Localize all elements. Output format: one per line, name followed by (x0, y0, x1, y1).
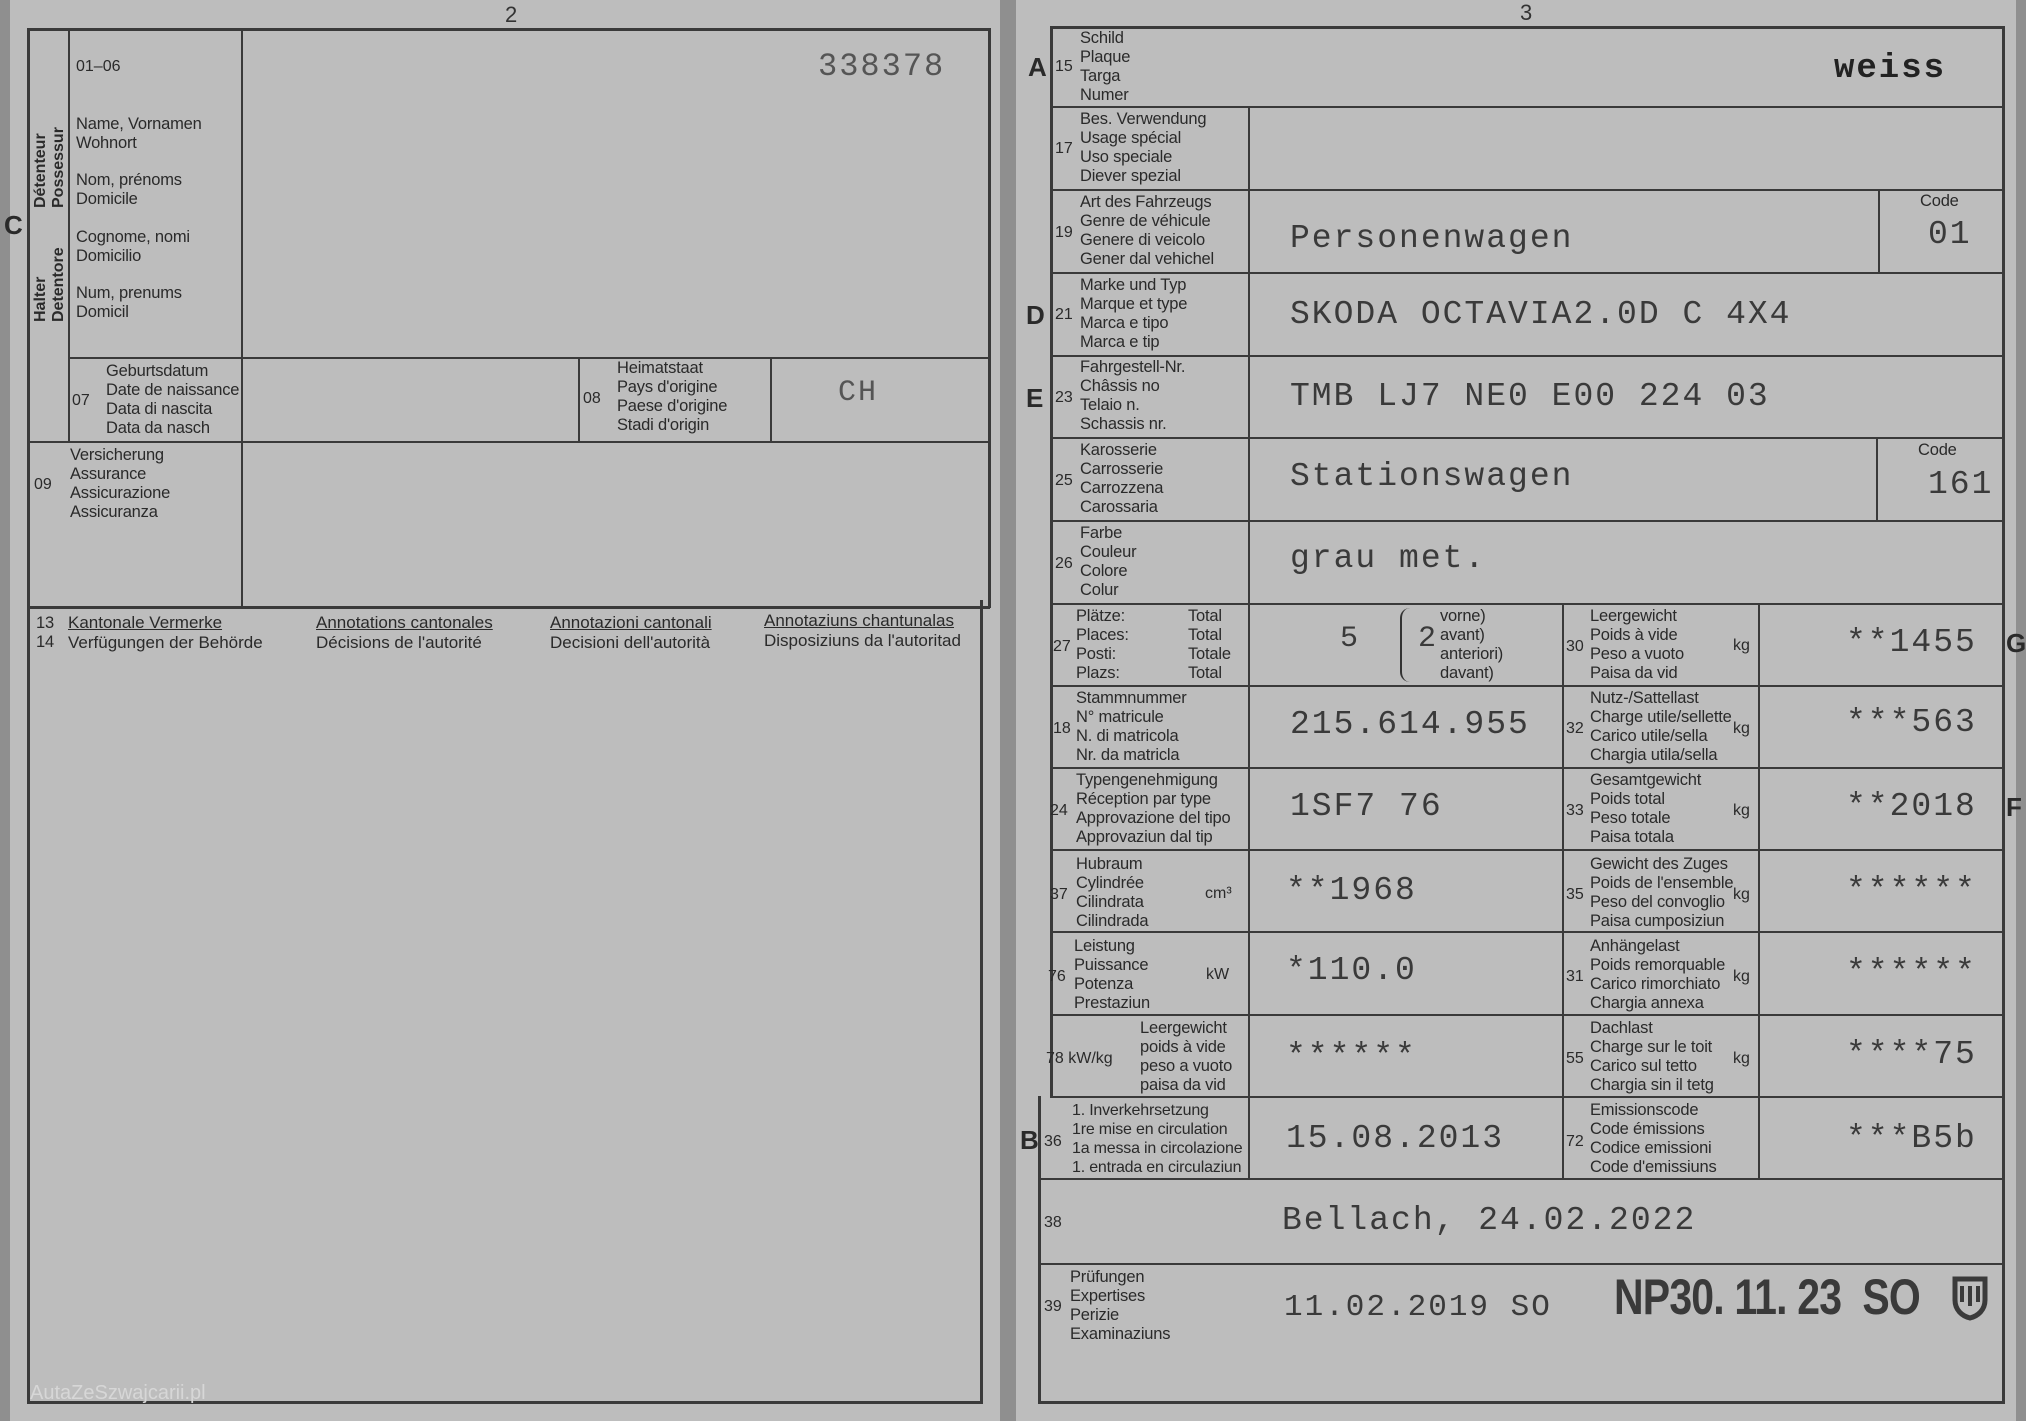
f18-label: Stammnummer N° matricule N. di matricola Nr. da matricla (1076, 689, 1187, 764)
right-page-number: 3 (1520, 0, 1533, 25)
row-line-25 (1050, 520, 2005, 522)
holder-label-fr: Nom, prénoms Domicile (76, 171, 182, 208)
f18-value: 215.614.955 (1290, 706, 1530, 743)
letter-a: A (1028, 52, 1047, 82)
f39-value: 11.02.2019 SO (1284, 1290, 1552, 1325)
f25-code-label: Code (1918, 441, 1957, 459)
left-page-number: 2 (505, 2, 518, 27)
row-line-76 (1050, 1014, 2005, 1016)
row-line-21 (1050, 355, 2005, 357)
f38-number: 38 (1044, 1214, 1062, 1231)
field-13-14-numbers: 13 14 (36, 614, 54, 651)
f32-label: Nutz-/Sattellast Charge utile/sellette Carico utile/sella Chargia utila/sella (1590, 689, 1732, 764)
f72-number: 72 (1566, 1133, 1584, 1150)
f31-unit: kg (1733, 968, 1750, 985)
f30-number: 30 (1566, 638, 1584, 655)
field-13-14-col1-line1: Kantonale Vermerke (68, 613, 223, 632)
f35-value: ****** (1846, 872, 1977, 909)
f35-unit: kg (1733, 886, 1750, 903)
f19-code: 01 (1928, 216, 1972, 253)
f38-value: Bellach, 24.02.2022 (1282, 1202, 1697, 1239)
holder-label-it: Cognome, nomi Domicilio (76, 228, 190, 265)
field-08-label: Heimatstaat Pays d'origine Paese d'origine Stadi d'origin (617, 359, 728, 434)
f30-unit: kg (1733, 637, 1750, 654)
f72-label: Emissionscode Code émissions Codice emissioni Code d'emissiuns (1590, 1101, 1717, 1176)
f27-number: 27 (1053, 638, 1071, 655)
left-page (10, 0, 1000, 1421)
f55-label: Dachlast Charge sur le toit Carico sul tetto Chargia sin il tetg (1590, 1019, 1714, 1094)
holder-value-column-divider (241, 28, 243, 608)
field-01-06-value: 338378 (818, 48, 946, 85)
field-09-bottom-line (27, 606, 990, 609)
row-line-37 (1050, 931, 2005, 933)
f35-label: Gewicht des Zuges Poids de l'ensemble Peso del convoglio Paisa cumposiziun (1590, 855, 1734, 930)
f78-label: Leergewicht poids à vide peso a vuoto paisa da vid (1140, 1019, 1233, 1094)
f37-unit: cm³ (1205, 885, 1232, 902)
holder-label-column-divider (68, 28, 70, 441)
f19-code-label: Code (1920, 192, 1959, 210)
f15-number: 15 (1055, 58, 1073, 75)
right-value-column-divider (1758, 603, 1760, 1178)
field-13-14-col2-line2: Décisions de l'autorité (316, 633, 482, 652)
f76-unit: kW (1206, 966, 1230, 983)
f39-label: Prüfungen Expertises Perizie Examinaziuns (1070, 1268, 1171, 1343)
f33-value: **2018 (1846, 788, 1977, 825)
holder-vertical-label-2: Détenteur Possessur (32, 127, 67, 208)
row-line-23 (1050, 437, 2005, 439)
f39-number: 39 (1044, 1298, 1062, 1315)
f21-label: Marke und Typ Marque et type Marca e tipo Marca e tip (1080, 276, 1188, 351)
letter-g: G (2006, 628, 2026, 658)
f32-number: 32 (1566, 720, 1584, 737)
f26-value: grau met. (1290, 540, 1487, 577)
f30-value: **1455 (1846, 624, 1977, 661)
f27-front-label: vorne) avant) anteriori) davant) (1440, 607, 1504, 682)
f24-label: Typengenehmigung Réception par type Approvazione del tipo Approvaziun dal tip (1076, 771, 1231, 846)
row-line-27 (1050, 685, 2005, 687)
f33-label: Gesamtgewicht Poids total Peso totale Paisa totala (1590, 771, 1702, 846)
canton-shield-icon (1952, 1276, 1988, 1320)
right-frame-top (1050, 26, 2005, 29)
field-01-06-number: 01–06 (76, 58, 121, 75)
label-column-divider (1248, 106, 1250, 1178)
f27-label-total: Total Total Totale Total (1188, 607, 1231, 682)
f33-unit: kg (1733, 802, 1750, 819)
field-13-14-col2-line1: Annotations cantonales (316, 613, 493, 632)
row-line-36 (1040, 1178, 2005, 1180)
row-line-15 (1050, 106, 2005, 108)
f23-label: Fahrgestell-Nr. Châssis no Telaio n. Schassis nr. (1080, 358, 1186, 433)
field-07-number: 07 (72, 392, 90, 409)
letter-d: D (1026, 300, 1045, 330)
field-08-number: 08 (583, 390, 601, 407)
row-line-19 (1050, 272, 2005, 274)
f19-value: Personenwagen (1290, 220, 1574, 257)
left-frame-left (27, 28, 30, 1403)
f27-front-value: 2 (1418, 622, 1439, 656)
letter-e: E (1026, 383, 1044, 413)
holder-label-de: Name, Vornamen Wohnort (76, 115, 202, 152)
field-09-label: Versicherung Assurance Assicurazione Assicuranza (70, 446, 171, 521)
row-line-18 (1050, 767, 2005, 769)
right-frame-left (1050, 26, 1053, 1096)
f15-label: Schild Plaque Targa Numer (1080, 29, 1131, 104)
f27-brace (1400, 608, 1416, 682)
right-frame-right (2002, 26, 2005, 1404)
f31-number: 31 (1566, 968, 1584, 985)
f76-value: *110.0 (1286, 952, 1417, 989)
field-13-14-col3-line2: Decisioni dell'autorità (550, 633, 711, 652)
f18-number: 18 (1053, 720, 1071, 737)
f31-label: Anhängelast Poids remorquable Carico rimorchiato Chargia annexa (1590, 937, 1726, 1012)
f76-number: 76 (1048, 968, 1066, 985)
middle-column-divider (1562, 603, 1564, 1178)
left-frame-right (988, 28, 991, 608)
field-07-bottom-line (27, 441, 990, 443)
f25-code: 161 (1928, 466, 1994, 503)
f19-label: Art des Fahrzeugs Genre de véhicule Genere di veicolo Gener dal vehichel (1080, 193, 1214, 268)
f76-label: Leistung Puissance Potenza Prestaziun (1074, 937, 1150, 1012)
field-13-14-col4-line2: Disposiziuns da l'autoritad (764, 631, 961, 650)
f78-number: 78 kW/kg (1046, 1050, 1113, 1067)
f17-label: Bes. Verwendung Usage spécial Uso speciale Diever spezial (1080, 110, 1207, 185)
f32-value: ***563 (1846, 704, 1977, 741)
f39-inspection-stamp: NP30. 11. 23 SO (1614, 1269, 1920, 1325)
field-13-14-col1-line2: Verfügungen der Behörde (68, 633, 263, 652)
f21-value: SKODA OCTAVIA2.0D C 4X4 (1290, 296, 1792, 333)
section-letter-c: C (4, 210, 23, 240)
f37-label: Hubraum Cylindrée Cilindrata Cilindrada (1076, 855, 1149, 930)
f36-label: 1. Inverkehrsetzung 1re mise en circulation 1a messa in circolazione 1. entrada en circulaziun (1072, 1102, 1243, 1176)
f23-value: TMB LJ7 NE0 E00 224 03 (1290, 378, 1770, 415)
f78-value: ****** (1286, 1038, 1417, 1075)
code-25-divider (1876, 437, 1878, 520)
f26-number: 26 (1055, 555, 1073, 572)
holder-label-rm: Num, prenums Domicil (76, 284, 182, 321)
left-frame-right-lower (980, 600, 983, 1403)
f19-number: 19 (1055, 224, 1073, 241)
f35-number: 35 (1566, 886, 1584, 903)
row-line-38 (1040, 1263, 2005, 1265)
f25-label: Karosserie Carrosserie Carrozzena Carossaria (1080, 441, 1164, 516)
f15-value: weiss (1834, 50, 1947, 88)
row-line-17 (1050, 189, 2005, 191)
letter-f: F (2006, 792, 2022, 822)
f27-label: Plätze: Places: Posti: Plazs: (1076, 607, 1129, 682)
holder-bottom-line (68, 357, 990, 359)
holder-vertical-label-1: Halter Detentore (32, 247, 67, 322)
field-08-divider (578, 357, 580, 441)
f30-label: Leergewicht Poids à vide Peso a vuoto Paisa da vid (1590, 607, 1684, 682)
f25-number: 25 (1055, 472, 1073, 489)
f37-number: 37 (1050, 886, 1068, 903)
left-frame-top (27, 28, 991, 31)
field-09-number: 09 (34, 476, 52, 493)
f25-value: Stationswagen (1290, 458, 1574, 495)
f26-label: Farbe Couleur Colore Colur (1080, 524, 1137, 599)
f72-value: ***B5b (1846, 1120, 1977, 1157)
watermark: AutaZeSzwajcarii.pl (30, 1382, 206, 1404)
f33-number: 33 (1566, 802, 1584, 819)
field-07-label: Geburtsdatum Date de naissance Data di nascita Data da nasch (106, 362, 240, 437)
row-line-26 (1050, 603, 2005, 605)
f23-number: 23 (1055, 389, 1073, 406)
f37-value: **1968 (1286, 872, 1417, 909)
field-13-14-col4-line1: Annotaziuns chantunalas (764, 611, 954, 630)
f55-number: 55 (1566, 1050, 1584, 1067)
letter-b: B (1020, 1125, 1039, 1155)
field-08-value-divider (770, 357, 772, 441)
f27-value: 5 (1340, 622, 1361, 656)
f21-number: 21 (1055, 306, 1073, 323)
field-13-14-col3-line1: Annotazioni cantonali (550, 613, 712, 632)
row-line-24 (1050, 849, 2005, 851)
f32-unit: kg (1733, 720, 1750, 737)
f55-value: ****75 (1846, 1036, 1977, 1073)
f24-value: 1SF7 76 (1290, 788, 1443, 825)
f24-number: 24 (1050, 802, 1068, 819)
code-19-divider (1878, 189, 1880, 272)
right-frame-bottom (1038, 1401, 2005, 1404)
f55-unit: kg (1733, 1050, 1750, 1067)
f31-value: ****** (1846, 954, 1977, 991)
field-08-value: CH (838, 376, 879, 410)
row-line-78 (1050, 1096, 2005, 1098)
f17-number: 17 (1055, 140, 1073, 157)
f36-number: 36 (1044, 1133, 1062, 1150)
f36-value: 15.08.2013 (1286, 1120, 1505, 1157)
